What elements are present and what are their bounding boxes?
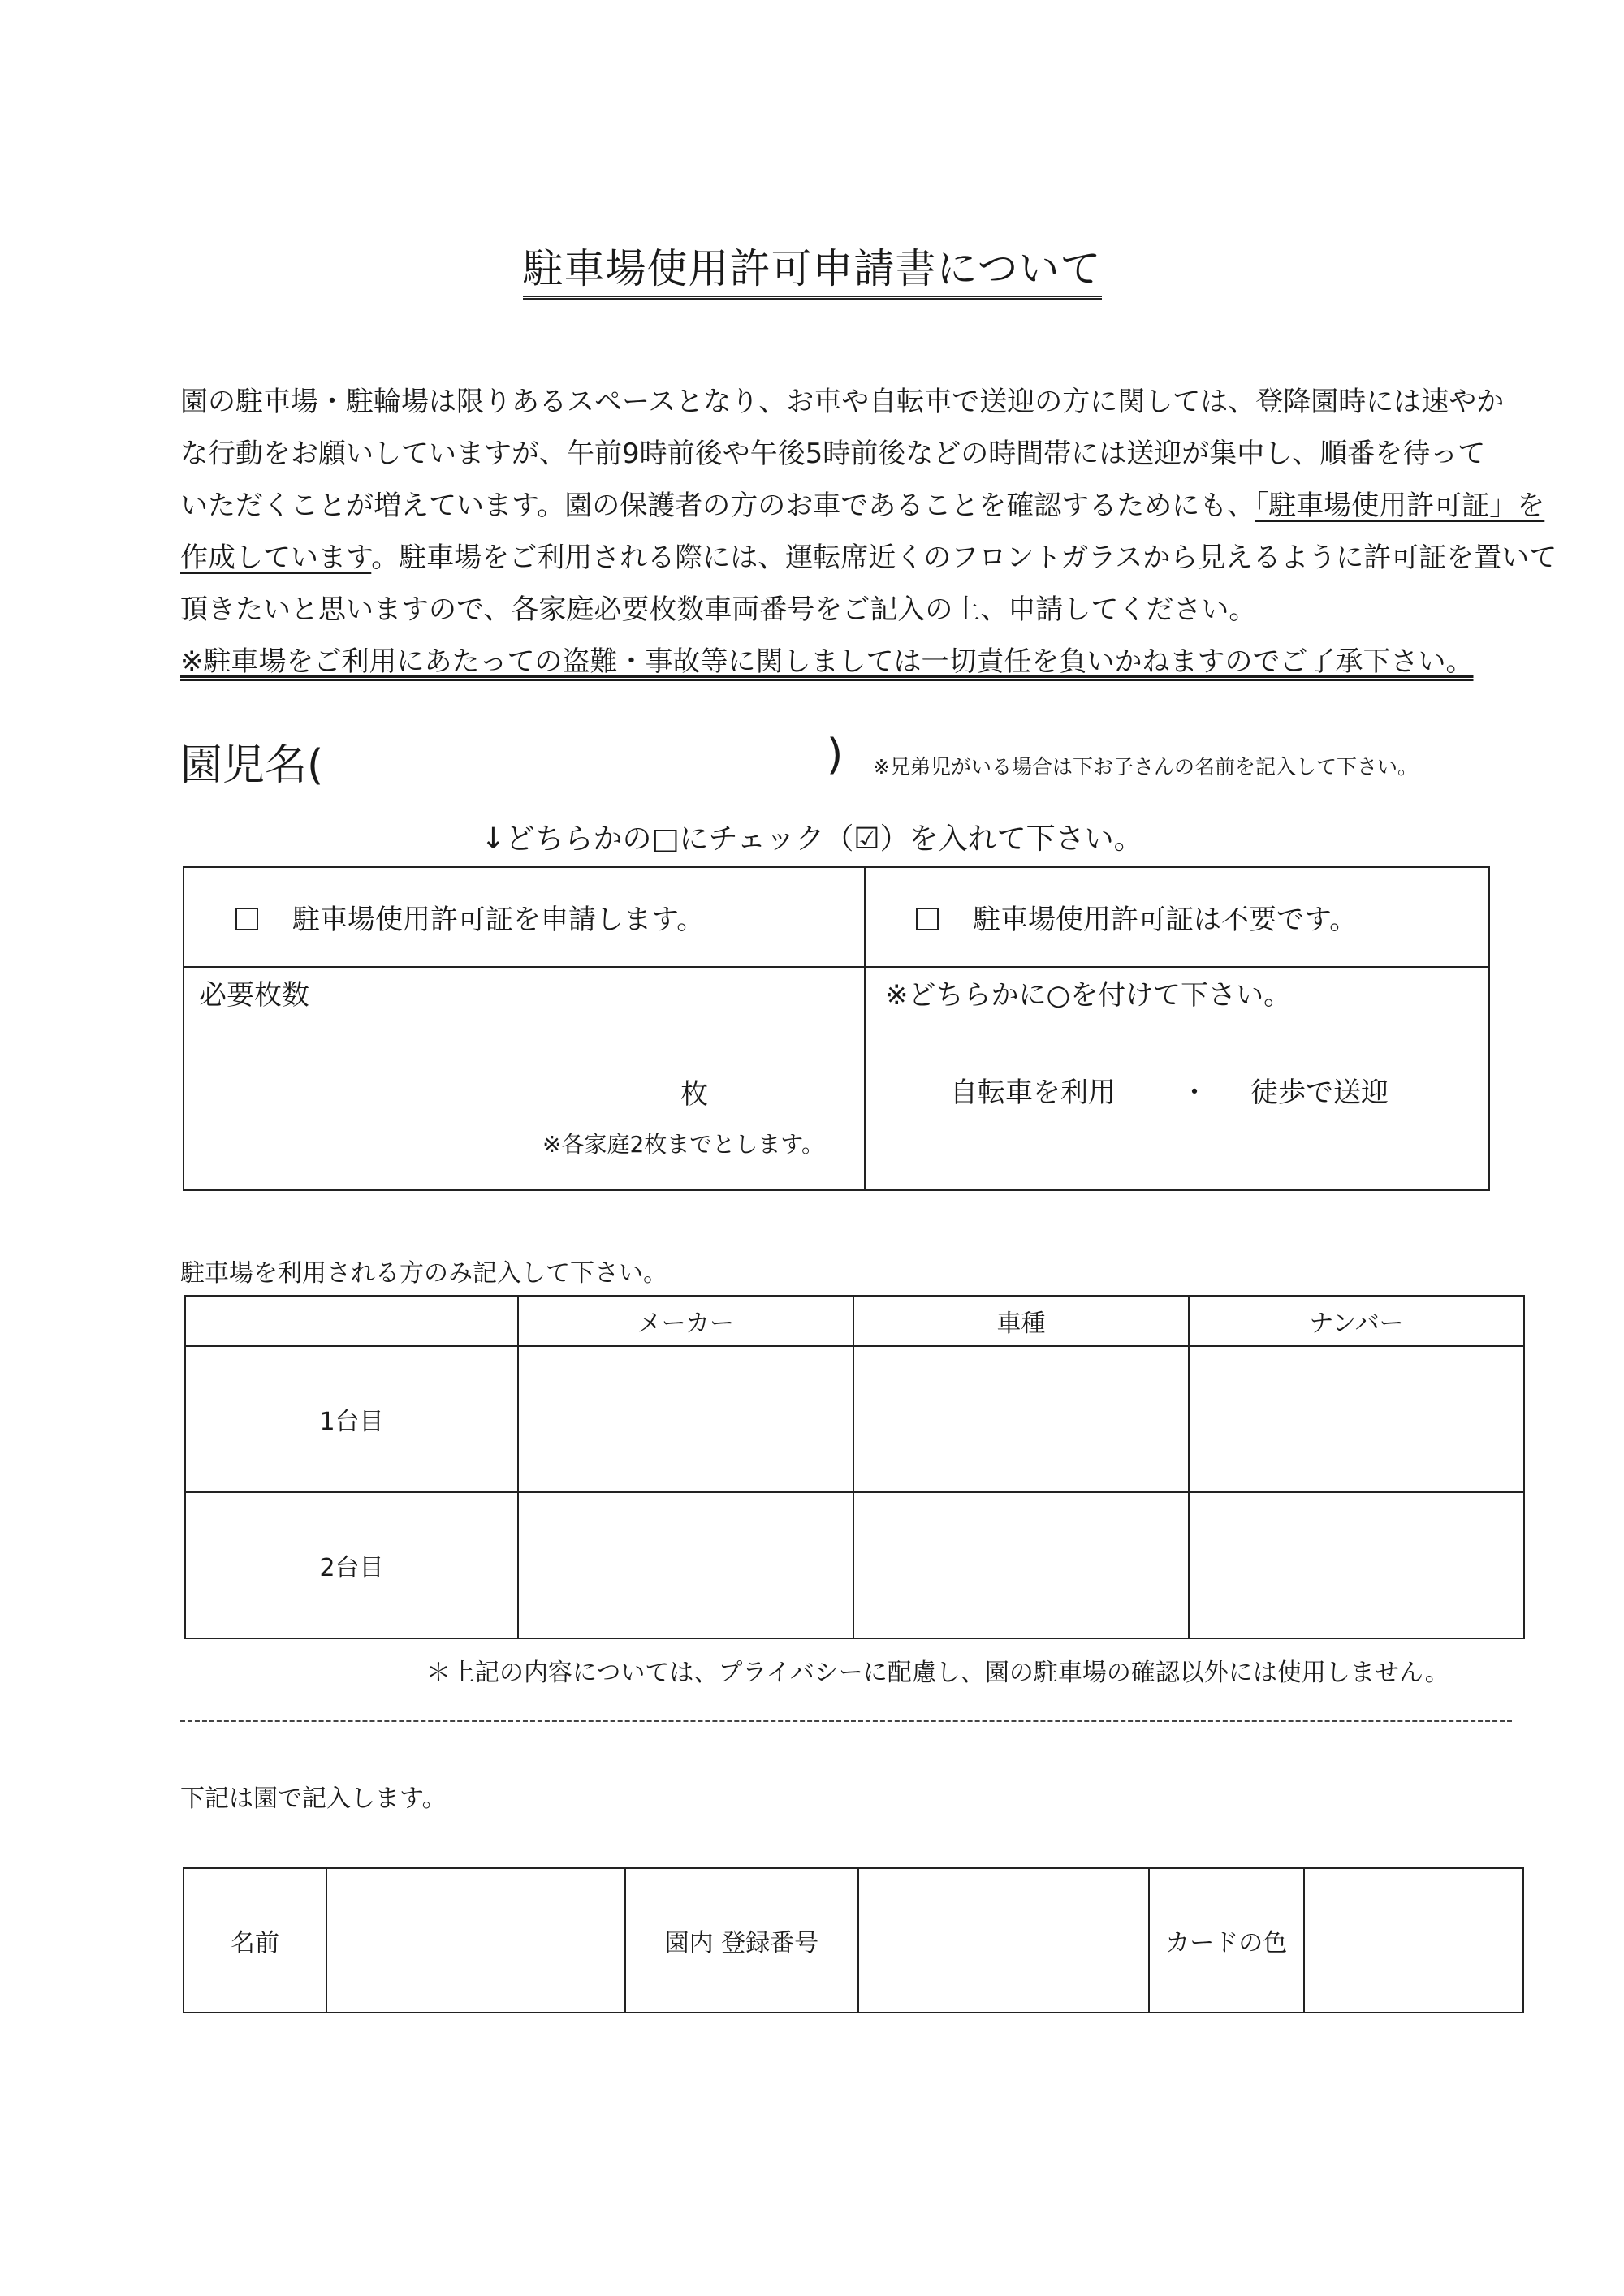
office-name-cell[interactable] xyxy=(326,1868,625,2013)
vehicle-1-maker-cell[interactable] xyxy=(518,1346,853,1492)
child-name-label: 園児名( xyxy=(180,741,324,790)
office-intro: 下記は園で記入します。 xyxy=(180,1785,447,1813)
cut-line xyxy=(180,1720,1512,1722)
office-reg-cell[interactable] xyxy=(858,1868,1149,2013)
bicycle-option[interactable]: 自転車を利用 xyxy=(950,1077,1116,1109)
count-note: ※各家庭2枚までとします。 xyxy=(542,1131,825,1158)
office-name-label: 名前 xyxy=(184,1868,326,2013)
vehicle-2-maker-cell[interactable] xyxy=(518,1492,853,1638)
vehicle-2-model-cell[interactable] xyxy=(853,1492,1189,1638)
intro-line-4 xyxy=(180,533,1557,583)
notneeded-option xyxy=(916,897,1357,937)
child-name-close: ) xyxy=(827,731,844,779)
page-title xyxy=(0,244,1624,300)
intro-line-4-b: 。駐車場をご利用される際には、運転席近くのフロントガラスから見えるように許可証を置いて xyxy=(371,542,1557,574)
intro-line-3-a: いただくことが増えています。園の保護者の方のお車であることを確認するためにも、 xyxy=(180,490,1255,522)
vehicle-2-number-cell[interactable] xyxy=(1189,1492,1524,1638)
office-card-cell[interactable] xyxy=(1304,1868,1523,2013)
apply-option xyxy=(235,897,704,937)
apply-checkbox[interactable] xyxy=(235,908,258,930)
intro-line-1: 園の駐車場・駐輪場は限りあるスペースとなり、お車や自転車で送迎の方に関しては、登降園時には速やか xyxy=(180,386,1505,418)
page-title-text: 駐車場使用許可申請書について xyxy=(523,244,1102,300)
vehicle-table xyxy=(184,1295,1525,1639)
option-separator: ・ xyxy=(1181,1077,1208,1109)
privacy-note: ＊上記の内容については、プライバシーに配慮し、園の駐車場の確認以外には使用しません。 xyxy=(426,1659,1449,1687)
count-field[interactable] xyxy=(199,1023,654,1088)
notneeded-checkbox[interactable] xyxy=(916,908,939,930)
choice-divider xyxy=(864,866,866,1191)
child-name-field[interactable] xyxy=(341,743,812,783)
count-label: 必要枚数 xyxy=(199,979,309,1012)
count-unit: 枚 xyxy=(680,1078,708,1111)
office-reg-label: 園内 登録番号 xyxy=(625,1868,858,2013)
vehicle-header-number: ナンバー xyxy=(1189,1296,1524,1346)
sibling-note: ※兄弟児がいる場合は下お子さんの名前を記入して下さい。 xyxy=(873,755,1418,779)
notneeded-label: 駐車場使用許可証は不要です。 xyxy=(973,904,1358,936)
vehicle-header-maker: メーカー xyxy=(518,1296,853,1346)
vehicle-row-label: 2台目 xyxy=(185,1492,518,1638)
circle-note: ※どちらかに○を付けて下さい。 xyxy=(885,979,1292,1012)
permit-emphasis: 「駐車場使用許可証」を xyxy=(1255,490,1545,522)
intro-line-3 xyxy=(180,481,1545,531)
office-card-label: カードの色 xyxy=(1149,1868,1304,2013)
intro-line-4-a: 作成しています xyxy=(180,542,372,574)
vehicle-row-label: 1台目 xyxy=(185,1346,518,1492)
check-instruction: ↓どちらかの□にチェック（☑）を入れて下さい。 xyxy=(481,822,1143,856)
intro-line-5: 頂きたいと思いますので、各家庭必要枚数車両番号をご記入の上、申請してください。 xyxy=(180,593,1257,626)
apply-label: 駐車場使用許可証を申請します。 xyxy=(292,904,705,936)
vehicle-intro: 駐車場を利用される方のみ記入して下さい。 xyxy=(180,1259,667,1288)
intro-line-2: な行動をお願いしていますが、午前9時前後や午後5時前後などの時間帯には送迎が集中し、順番を待って xyxy=(180,438,1486,470)
disclaimer: ※駐車場をご利用にあたっての盗難・事故等に関しましては一切責任を負いかねますのでご了承下さい。 xyxy=(180,645,1474,678)
vehicle-1-model-cell[interactable] xyxy=(853,1346,1189,1492)
vehicle-header-model: 車種 xyxy=(853,1296,1189,1346)
vehicle-header-blank xyxy=(185,1296,518,1346)
walk-option[interactable]: 徒歩で送迎 xyxy=(1250,1077,1389,1109)
office-table xyxy=(183,1867,1524,2013)
choice-header-line xyxy=(183,966,1490,968)
vehicle-1-number-cell[interactable] xyxy=(1189,1346,1524,1492)
